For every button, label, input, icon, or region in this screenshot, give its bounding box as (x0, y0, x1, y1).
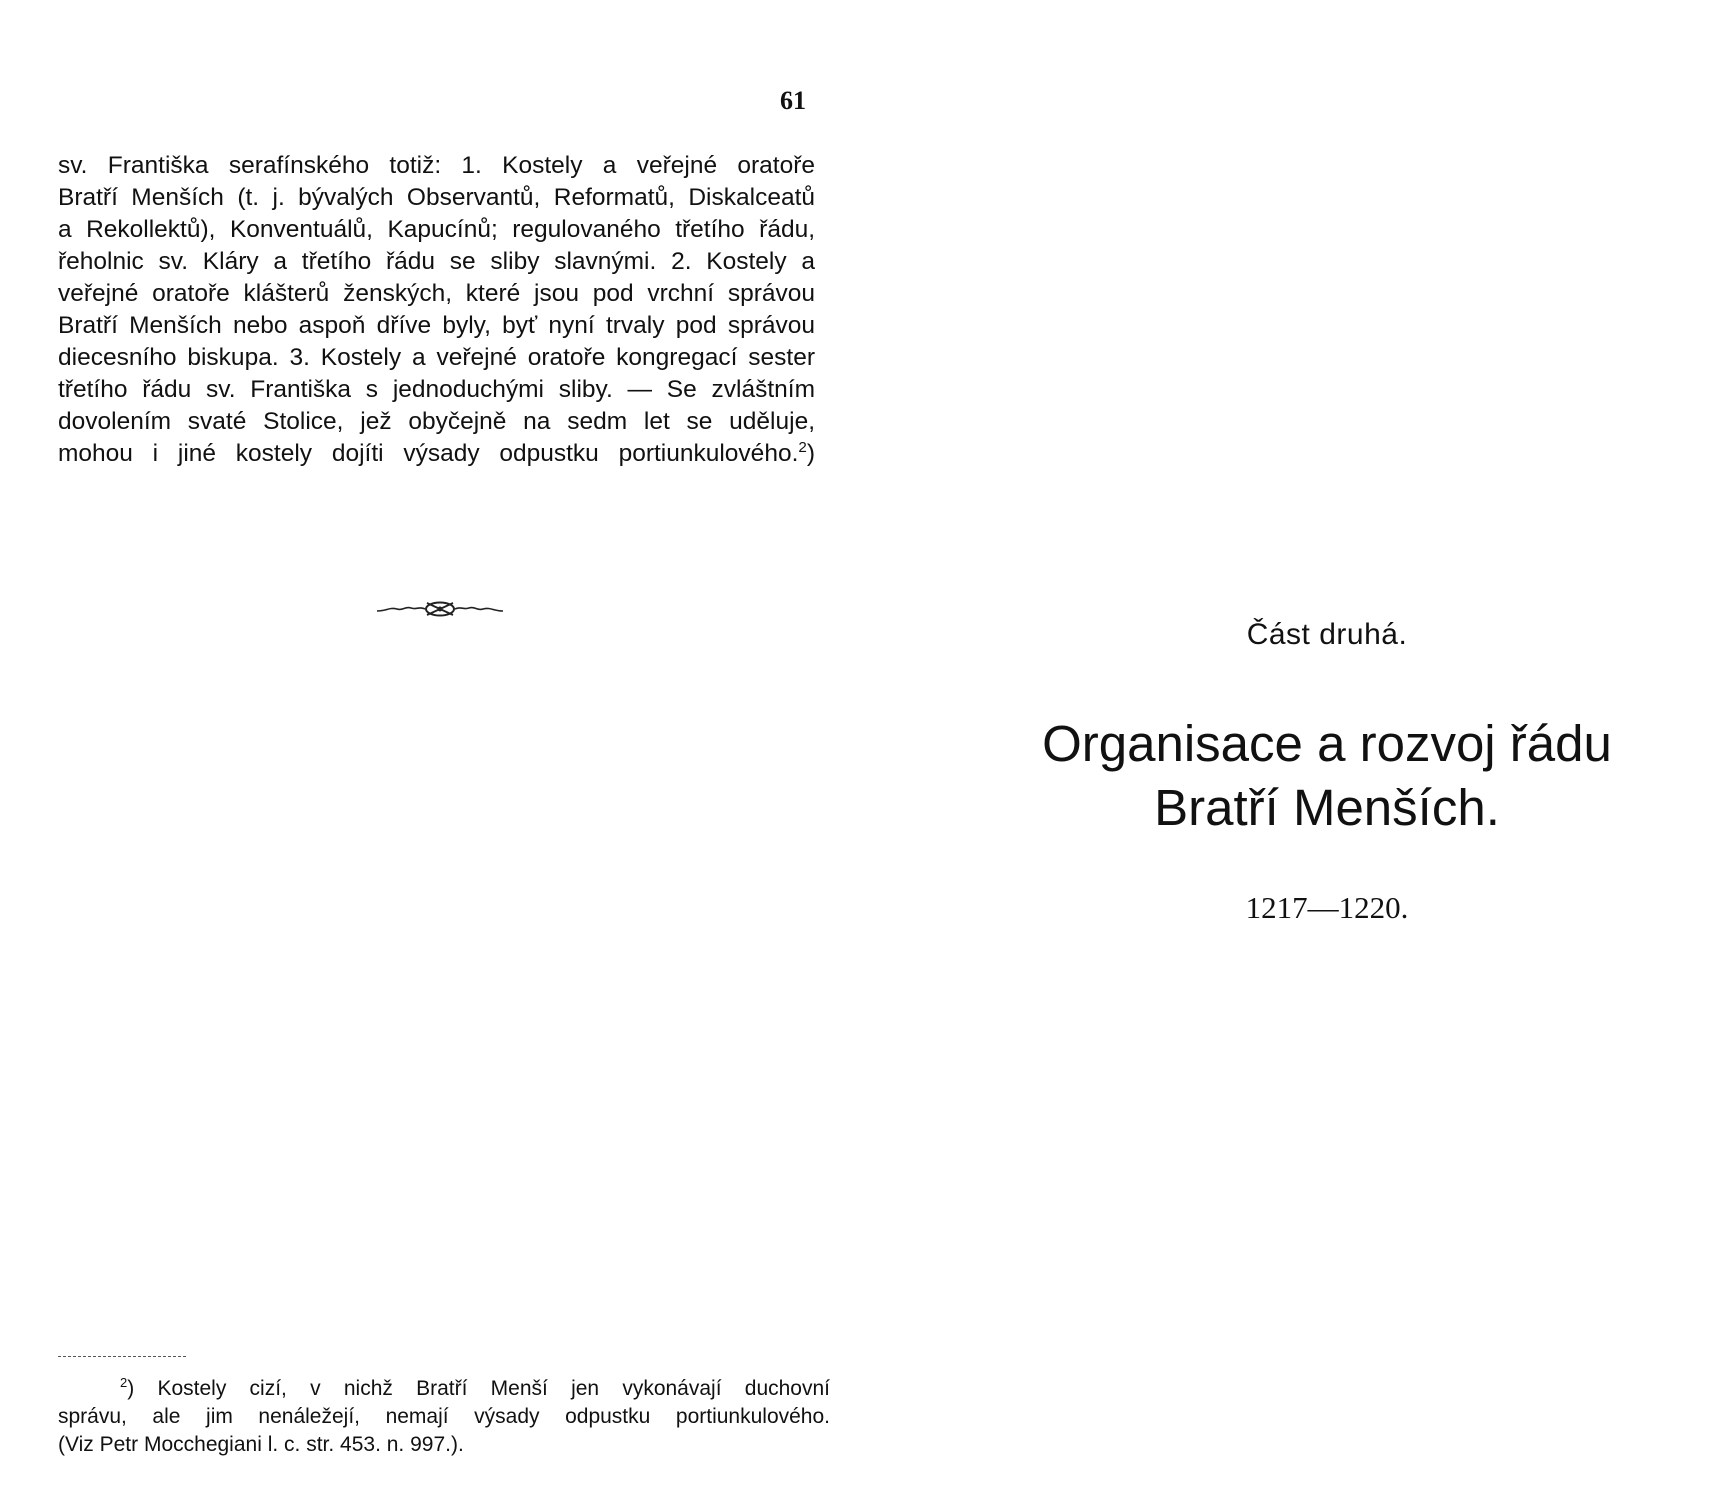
page-number: 61 (780, 86, 806, 115)
footnote-reference: 2 (798, 438, 807, 456)
part-title (868, 712, 1736, 840)
footnote-rule (58, 1356, 186, 1357)
footnote-line (58, 1375, 830, 1403)
body-line: a Rekollektů), Konventuálů, Kapucínů; regulovaného třetího řádu, (58, 216, 815, 243)
body-line: dovolením svaté Stolice, jež obyčejně na sedm let se uděluje, (58, 408, 815, 435)
footnote (58, 1375, 830, 1459)
part-title-line: Bratří Menších. (1154, 779, 1500, 836)
footnote-marker: 2 (120, 1375, 128, 1390)
body-line: Bratří Menších nebo aspoň dříve byly, byť nyní trvaly pod správou (58, 312, 815, 339)
footnote-line: správu, ale jim nenáležejí, nemají výsady odpustku portiunkulového. (58, 1405, 830, 1428)
footnote-line: (Viz Petr Mocchegiani l. c. str. 453. n. 997.). (58, 1433, 464, 1456)
body-line: Bratří Menších (t. j. bývalých Observantů, Reformatů, Diskalceatů (58, 184, 815, 211)
body-text (58, 150, 815, 470)
part-dates: 1217—1220. (1245, 890, 1409, 925)
part-label: Část druhá. (1246, 618, 1408, 651)
footnote-line-text: ) Kostely cizí, v nichž Bratří Menší jen vykonávají duchovní (127, 1377, 830, 1400)
body-line: řeholnic sv. Kláry a třetího řádu se sliby slavnými. 2. Kostely a (58, 248, 815, 275)
footnote-reference-paren: ) (806, 440, 815, 467)
body-line-last (58, 438, 815, 470)
part-title-line: Organisace a rozvoj řádu (1042, 715, 1612, 772)
body-line-text: mohou i jiné kostely dojíti výsady odpustku portiunkulového. (58, 440, 799, 467)
body-line: sv. Františka serafínského totiž: 1. Kostely a veřejné oratoře (58, 152, 815, 179)
body-line: veřejné oratoře klášterů ženských, které jsou pod vrchní správou (58, 280, 815, 307)
body-line: třetího řádu sv. Františka s jednoduchými sliby. — Se zvláštním (58, 376, 815, 403)
ornament-divider-icon (375, 598, 505, 622)
right-page (868, 0, 1736, 1500)
body-line: diecesního biskupa. 3. Kostely a veřejné oratoře kongregací sester (58, 344, 815, 371)
